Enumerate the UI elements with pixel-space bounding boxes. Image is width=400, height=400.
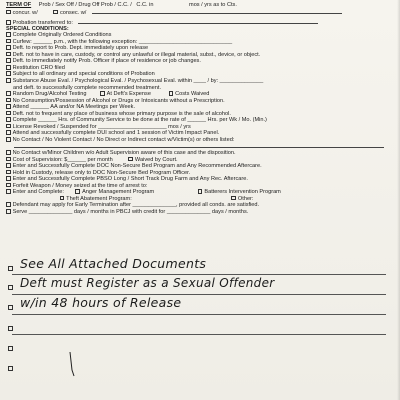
condition-checkbox[interactable] (6, 45, 11, 50)
theft-abatement-label: Theft Abatement Program: (66, 195, 132, 202)
waived-by-court-label: Waived by Court. (134, 156, 178, 163)
pen-mark (60, 350, 90, 380)
costs-waived-label: Costs Waived (175, 91, 210, 98)
probation-transferred-label: Probation transferred to: (12, 20, 73, 26)
term-of-label: TERM OF (6, 2, 32, 8)
blank-line-checkbox[interactable] (8, 326, 13, 331)
blank-line-checkbox[interactable] (8, 346, 13, 351)
other-checkbox[interactable] (231, 196, 236, 201)
concur-label: concur. w/ (12, 9, 38, 16)
handwritten-line-1: See All Attached Documents (20, 256, 207, 271)
condition-checkbox[interactable] (6, 104, 11, 109)
condition-text: Subject to all ordinary and special conditions of Probation (12, 71, 155, 78)
condition-checkbox[interactable] (6, 117, 11, 122)
condition-checkbox[interactable] (6, 32, 11, 37)
condition-text: Complete Originally Ordered Conditions (12, 32, 112, 39)
handwritten-line-2: Deft must Register as a Sexual Offender (20, 276, 275, 290)
condition-checkbox[interactable] (6, 65, 11, 70)
condition-text: Hold in Custody, release only to DOC Non-Secure Bed Program Officer. (12, 169, 191, 176)
condition-text: Restitution CRO filed (12, 64, 65, 71)
condition-checkbox[interactable] (6, 202, 11, 207)
condition-checkbox[interactable] (6, 39, 11, 44)
condition-text: Deft. to report to Prob. Dept. immediately upon release (12, 45, 149, 52)
condition-checkbox[interactable] (6, 98, 11, 103)
condition-text: Deft. to immediately notify Prob. Officer if place of residence or job changes. (12, 58, 201, 65)
condition-text: Attend and successfully complete DUI school and 1 session of Victim Impact Panel. (12, 130, 220, 137)
cc-in: C.C. in (136, 2, 154, 8)
costs-waived-checkbox[interactable] (169, 91, 174, 96)
condition-row (6, 209, 396, 216)
condition-text: Complete ______ Hrs. of Community Service to be done at the rate of ______ Hrs. per Wk / Mo. (Min.) (12, 117, 267, 124)
condition-checkbox[interactable] (6, 130, 11, 135)
batterers-intervention-label: Batterers Intervention Program (204, 189, 281, 196)
handwritten-line-checkbox[interactable] (8, 305, 13, 310)
probation-transferred-checkbox[interactable] (6, 20, 11, 25)
handwritten-line-3: w/in 48 hours of Release (20, 295, 182, 310)
condition-checkbox[interactable] (6, 58, 11, 63)
blank-line-checkbox[interactable] (8, 366, 13, 371)
condition-checkbox[interactable] (6, 137, 11, 142)
condition-text: Deft. not to frequent any place of business whose primary purpose is the sale of alcohol. (12, 110, 231, 117)
condition-text: Enter and Successfully Complete PBSO Long / Short Track Drug Farm and Any Rec. Aftercare. (12, 176, 248, 183)
at-defts-expense-checkbox[interactable] (100, 91, 105, 96)
condition-checkbox[interactable] (6, 189, 11, 194)
concur-checkbox[interactable] (6, 10, 11, 15)
condition-checkbox[interactable] (6, 91, 11, 96)
anger-management-label: Anger Management Program (82, 189, 155, 196)
condition-checkbox[interactable] (6, 176, 11, 181)
condition-text: Enter and Complete: (12, 189, 64, 196)
condition-text: and deft. to successfully complete recommended treatment. (13, 84, 161, 91)
term-types: Prob / Sex Off / Drug Off Prob / C.C. / (38, 2, 132, 8)
other-label: Other: (237, 195, 254, 202)
condition-checkbox[interactable] (6, 78, 11, 83)
handwritten-line-checkbox[interactable] (8, 285, 13, 290)
condition-text: Random Drug/Alcohol Testing (12, 91, 87, 98)
condition-text: Deft. not to have in care, custody, or control any unlawful or illegal material, subst., device, or object. (12, 51, 261, 58)
batterers-intervention-checkbox[interactable] (198, 189, 203, 194)
handwritten-line-checkbox[interactable] (8, 266, 13, 271)
condition-text: No Contact / No Violent Contact / No Direct or Indirect contact w/Victim(s) or others listed: (12, 136, 235, 143)
condition-text: Serve ______________ days / months in PBCJ with credit for ______________ days / months. (12, 208, 249, 215)
condition-checkbox[interactable] (6, 111, 11, 116)
condition-text: Forfeit Weapon / Money seized at the time of arrest to: (12, 182, 148, 189)
consec-label: consec. w/ (59, 9, 87, 16)
condition-checkbox[interactable] (6, 150, 11, 155)
anger-management-checkbox[interactable] (75, 189, 80, 194)
condition-checkbox[interactable] (6, 71, 11, 76)
at-defts-expense-label: At Deft's Expense (106, 91, 151, 98)
condition-checkbox[interactable] (6, 157, 11, 162)
condition-checkbox[interactable] (6, 124, 11, 129)
condition-checkbox[interactable] (6, 163, 11, 168)
condition-text: Defendant may apply for Early Termination after ______________, provided all conds. are satisfied. (12, 202, 260, 209)
condition-text: Curfew: ______ p.m., with the following exception: ______________________________ (12, 38, 233, 45)
mos-yrs: mos / yrs as to Cts. (189, 2, 237, 8)
condition-checkbox[interactable] (6, 183, 11, 188)
waived-by-court-checkbox[interactable] (128, 157, 133, 162)
condition-text: No Contact w/Minor Children w/o Adult Supervision aware of this case and the disposition. (12, 150, 236, 157)
condition-text: Enter and Successfully Complete DOC Non-Secure Bed Program and Any Recommended Aftercare. (12, 163, 262, 170)
special-conditions-title: SPECIAL CONDITIONS: (6, 25, 69, 32)
condition-text: License Revoked / Suspended for ______________________ mos / yrs (12, 123, 191, 130)
condition-text: No Consumption/Possession of Alcohol or Drugs or Intoxicants without a Prescription. (12, 97, 225, 104)
condition-text: Substance Abuse Eval. / Psychological Eval. / Psychosexual Eval. within ____ / by: ______________ (12, 78, 264, 85)
consec-checkbox[interactable] (53, 10, 58, 15)
condition-text: Attend ______ AA and/or NA Meetings per Week. (12, 104, 136, 111)
condition-checkbox[interactable] (6, 52, 11, 57)
condition-checkbox[interactable] (6, 209, 11, 214)
condition-checkbox[interactable] (6, 170, 11, 175)
theft-abatement-checkbox[interactable] (60, 196, 65, 201)
condition-text: Cost of Supervision: $______ per month (12, 156, 113, 163)
